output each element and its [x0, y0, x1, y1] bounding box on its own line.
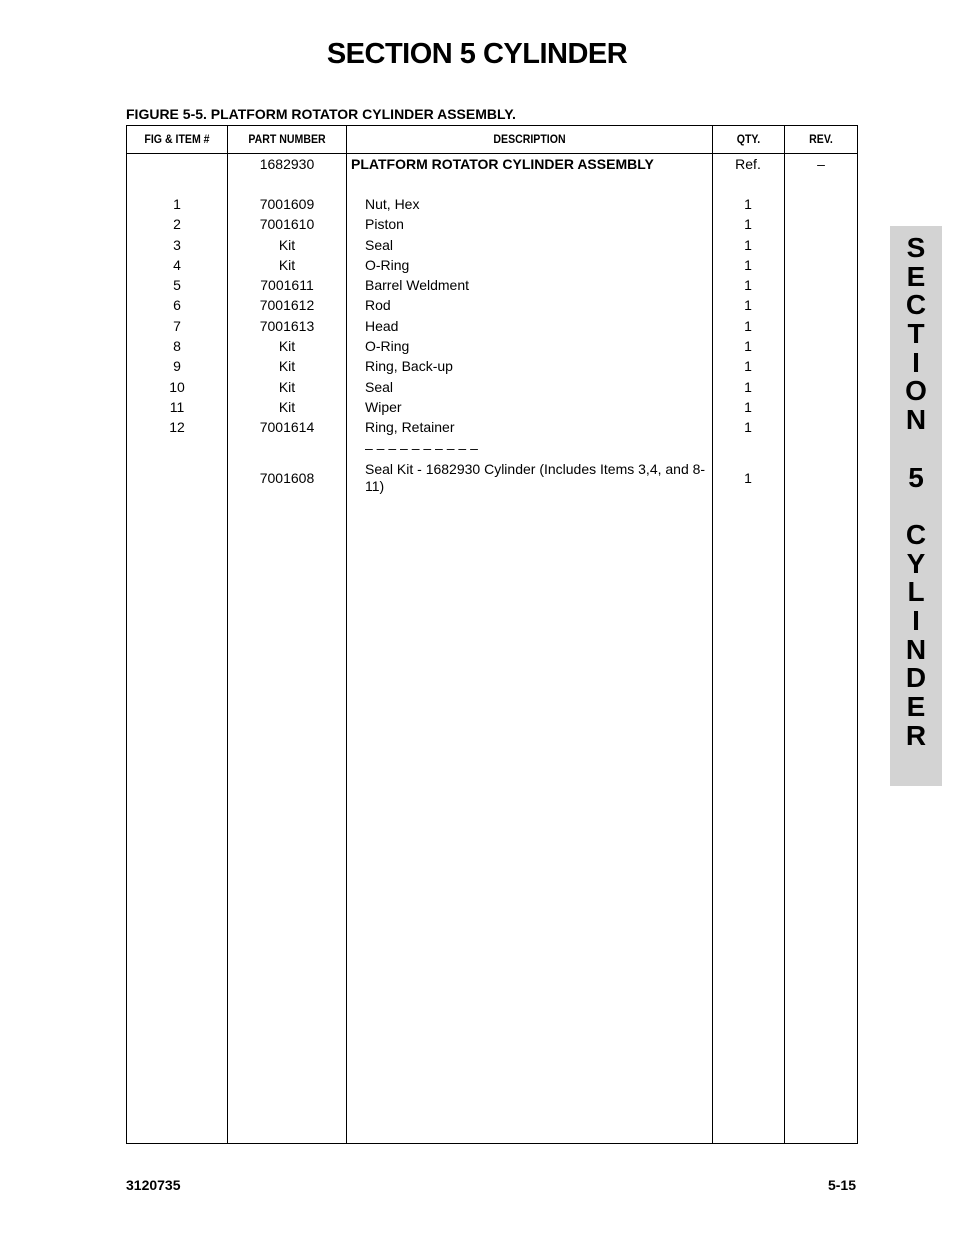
description: Seal: [365, 236, 394, 253]
quantity: 1: [744, 317, 752, 334]
side-tab-letter: C: [905, 518, 927, 550]
item-number: 3: [173, 236, 181, 253]
part-number: Kit: [278, 358, 296, 375]
table-row: [127, 214, 857, 234]
quantity: 1: [744, 256, 752, 273]
item-number: 4: [173, 256, 181, 273]
item-number: 1: [173, 196, 181, 212]
revision: –: [817, 156, 825, 172]
side-tab-letter: N: [905, 404, 927, 436]
side-tab-letter: E: [906, 691, 926, 722]
header-description: DESCRIPTION: [493, 132, 566, 146]
separator-row: [127, 438, 857, 458]
section-side-tab: [890, 226, 942, 786]
description: Ring, Back-up: [365, 358, 453, 375]
quantity: 1: [744, 338, 752, 355]
item-number: 2: [173, 216, 181, 233]
side-tab-letter: [890, 492, 942, 521]
item-number: 11: [169, 398, 185, 415]
description: Ring, Retainer: [365, 419, 455, 436]
table-row: [127, 194, 857, 214]
quantity: 1: [744, 196, 752, 212]
quantity: 1: [744, 378, 752, 395]
table-row: [127, 377, 857, 397]
table-body: [127, 154, 857, 500]
description: Piston: [365, 216, 404, 233]
header-part-number: PART NUMBER: [248, 132, 326, 146]
part-number: 7001611: [260, 277, 314, 294]
side-tab-letter: 5: [908, 461, 924, 493]
description: Seal: [365, 378, 394, 395]
description: Head: [365, 317, 399, 334]
table-row: [127, 295, 857, 315]
part-number: 7001612: [259, 297, 315, 314]
description: Nut, Hex: [365, 196, 420, 212]
item-number: 12: [169, 419, 185, 436]
part-number: Kit: [278, 236, 296, 253]
part-number: 7001610: [259, 216, 315, 233]
part-number: 7001609: [259, 196, 315, 212]
page-number: 5-15: [827, 1177, 856, 1193]
header-qty: QTY.: [736, 132, 761, 146]
item-number: 7: [173, 317, 181, 334]
side-tab-letter: S: [906, 232, 926, 263]
side-tab-letter: I: [912, 346, 920, 378]
part-number: Kit: [278, 338, 296, 355]
description: O-Ring: [365, 338, 410, 355]
table-row: [127, 417, 857, 437]
quantity: Ref.: [735, 156, 761, 172]
side-tab-letter: N: [905, 633, 927, 665]
table-row: [127, 356, 857, 376]
document-number: 3120735: [126, 1177, 181, 1193]
header-rev: REV.: [809, 132, 833, 146]
table-row: [127, 255, 857, 275]
side-tab-letter: Y: [906, 547, 926, 579]
quantity: 1: [744, 419, 752, 436]
item-number: 5: [173, 277, 181, 294]
side-tab-letter: R: [905, 719, 927, 751]
quantity: 1: [744, 358, 752, 375]
part-number: 7001614: [259, 419, 315, 436]
description: Barrel Weldment: [365, 277, 470, 294]
part-number: Kit: [278, 256, 296, 273]
part-number: Kit: [278, 378, 296, 395]
item-number: 6: [173, 297, 181, 314]
side-tab-letter: O: [905, 375, 927, 407]
quantity: 1: [744, 277, 752, 294]
table-row: [127, 336, 857, 356]
parts-table: [126, 125, 858, 1144]
item-number: 10: [169, 378, 185, 395]
description: PLATFORM ROTATOR CYLINDER ASSEMBLY: [351, 156, 654, 172]
side-tab-letter: T: [907, 318, 925, 350]
side-tab-letter: I: [912, 604, 920, 636]
item-number: 8: [173, 338, 181, 355]
quantity: 1: [744, 398, 752, 415]
side-tab-label: [890, 234, 942, 750]
side-tab-letter: L: [907, 576, 925, 608]
quantity: 1: [744, 297, 752, 314]
side-tab-letter: [890, 435, 942, 464]
seal-kit-row: [127, 458, 857, 500]
table-row: [127, 235, 857, 255]
assembly-row: [127, 154, 857, 194]
figure-title: FIGURE 5-5. PLATFORM ROTATOR CYLINDER ASSEMBLY.: [126, 106, 516, 122]
table-row: [127, 397, 857, 417]
table-row: [127, 275, 857, 295]
part-number: 1682930: [259, 156, 315, 172]
quantity: 1: [744, 216, 752, 233]
part-number: 7001608: [259, 469, 315, 486]
description: O-Ring: [365, 256, 410, 273]
side-tab-letter: E: [906, 260, 926, 292]
page-title: SECTION 5 CYLINDER: [326, 38, 628, 70]
description: Rod: [365, 297, 391, 314]
table-header-row: [127, 126, 857, 154]
quantity: 1: [744, 469, 752, 486]
description: Seal Kit - 1682930 Cylinder (Includes Items 3,4, and 8-11): [365, 460, 706, 494]
description: Wiper: [365, 398, 402, 415]
side-tab-letter: C: [905, 289, 927, 321]
quantity: 1: [744, 236, 752, 253]
part-number: 7001613: [259, 317, 315, 334]
side-tab-letter: D: [905, 662, 927, 694]
separator-line: – – – – – – – – – –: [365, 439, 478, 456]
part-number: Kit: [278, 398, 296, 415]
item-number: 9: [173, 358, 181, 375]
table-row: [127, 316, 857, 336]
header-fig-item: FIG & ITEM #: [144, 132, 210, 146]
